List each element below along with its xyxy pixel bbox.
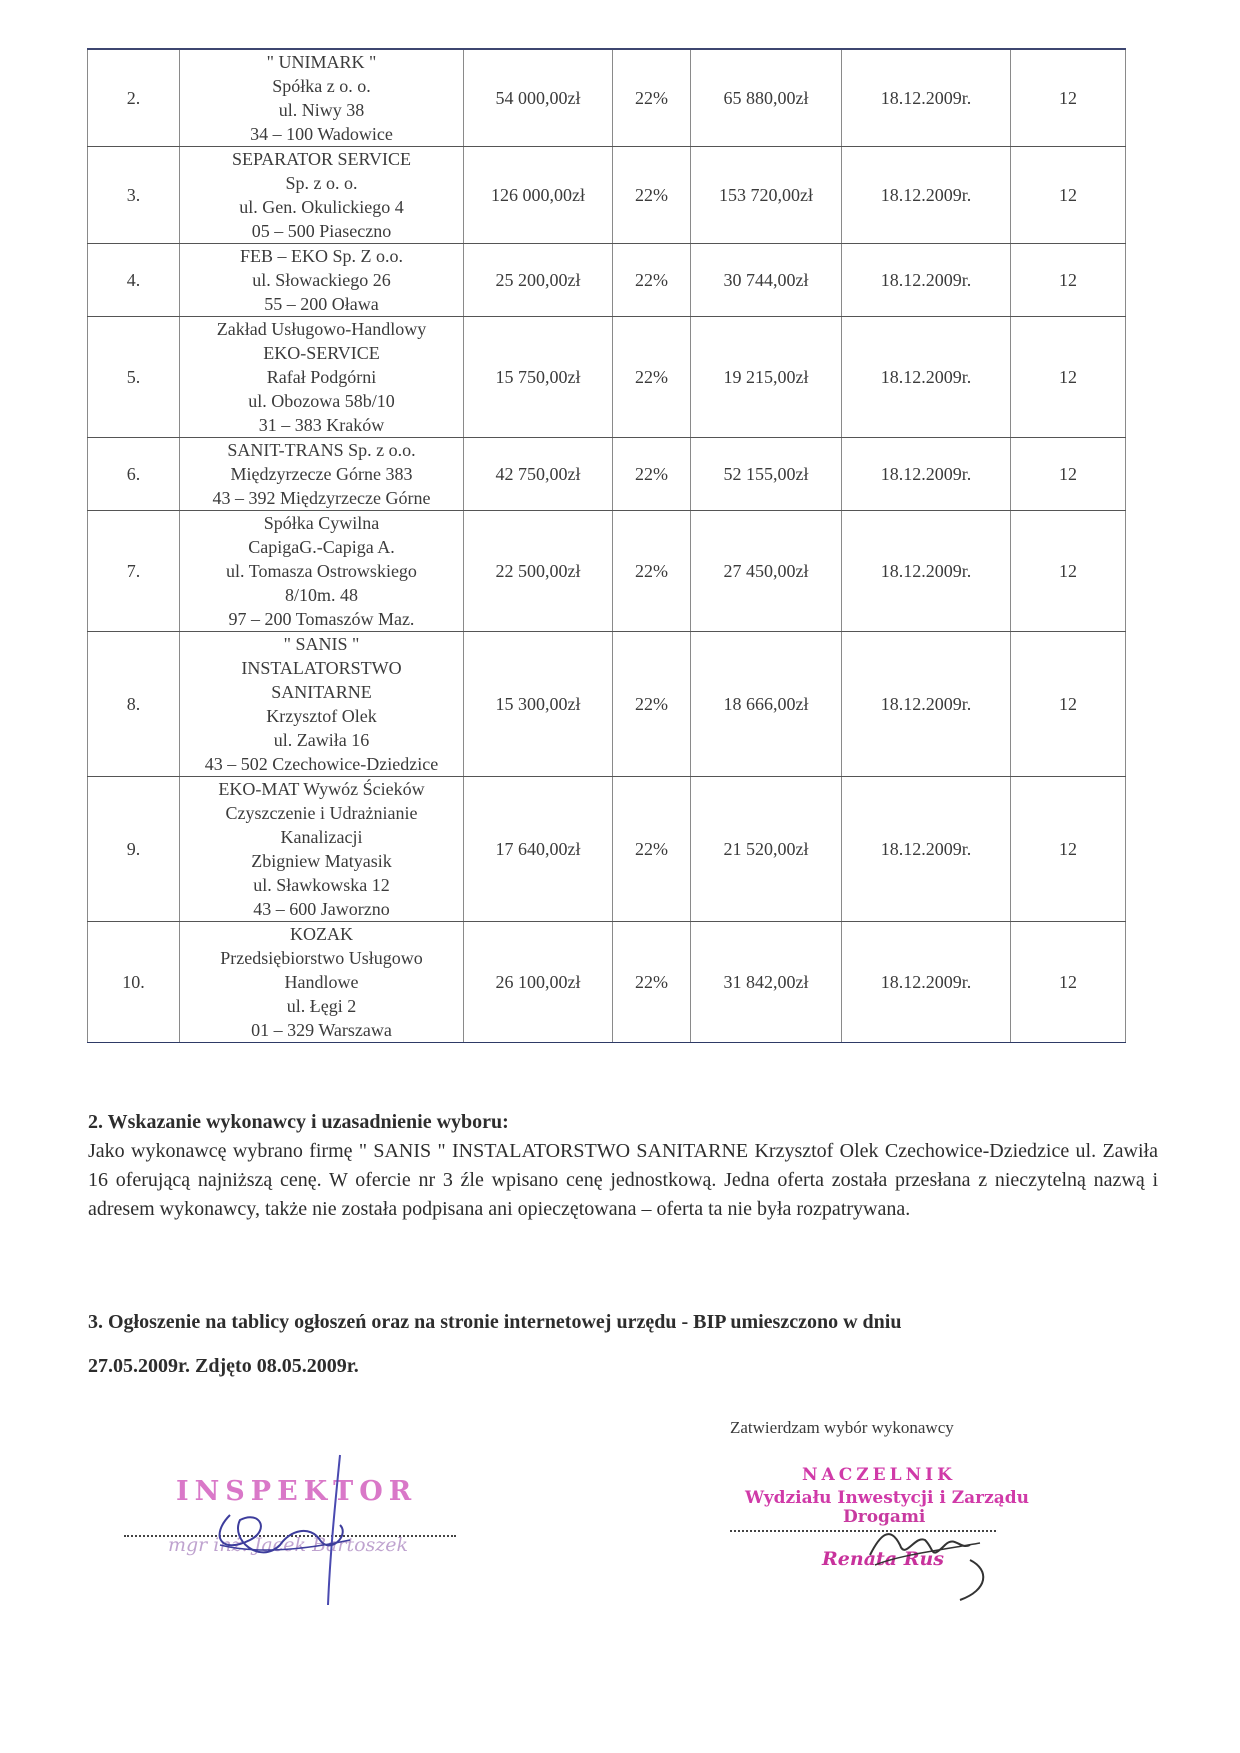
contractor-line: 43 – 502 Czechowice-Dziedzice — [204, 754, 439, 774]
inspector-name-stamp: mgr inż. Jacek Bartoszek — [168, 1534, 409, 1556]
cell-gross-price: 31 842,00zł — [691, 922, 842, 1043]
table-row — [88, 147, 1126, 244]
cell-vat: 22% — [613, 244, 691, 317]
contractor-line: 97 – 200 Tomaszów Maz. — [228, 609, 415, 629]
section-3-line-1: 3. Ogłoszenie na tablicy ogłoszeń oraz na stronie internetowej urzędu - BIP umieszczono w dniu — [88, 1311, 902, 1333]
contractor-line: FEB – EKO Sp. Z o.o. — [239, 246, 403, 266]
cell-lp: 3. — [88, 147, 180, 244]
cell-date: 18.12.2009r. — [842, 49, 1011, 147]
contractor-line: Handlowe — [284, 972, 359, 992]
cell-vat: 22% — [613, 438, 691, 511]
cell-date: 18.12.2009r. — [842, 438, 1011, 511]
cell-months: 12 — [1011, 632, 1126, 777]
cell-date: 18.12.2009r. — [842, 777, 1011, 922]
cell-contractor — [180, 317, 464, 438]
cell-lp: 8. — [88, 632, 180, 777]
contractor-line: 01 – 329 Warszawa — [251, 1020, 392, 1040]
contractor-line: ul. Słowackiego 26 — [252, 270, 391, 290]
cell-net-price: 15 750,00zł — [464, 317, 613, 438]
cell-date: 18.12.2009r. — [842, 511, 1011, 632]
table-row — [88, 777, 1126, 922]
contractor-line: ul. Obozowa 58b/10 — [248, 391, 395, 411]
cell-date: 18.12.2009r. — [842, 317, 1011, 438]
contractor-line: KOZAK — [290, 924, 353, 944]
cell-date: 18.12.2009r. — [842, 922, 1011, 1043]
cell-gross-price: 27 450,00zł — [691, 511, 842, 632]
cell-contractor — [180, 632, 464, 777]
contractor-line: Przedsiębiorstwo Usługowo — [220, 948, 423, 968]
cell-gross-price: 153 720,00zł — [691, 147, 842, 244]
contractor-line: ul. Łęgi 2 — [286, 996, 357, 1016]
section-3-line-2: 27.05.2009r. Zdjęto 08.05.2009r. — [88, 1355, 359, 1377]
cell-gross-price: 52 155,00zł — [691, 438, 842, 511]
section-3 — [88, 1300, 1158, 1388]
table-row — [88, 49, 1126, 147]
cell-vat: 22% — [613, 922, 691, 1043]
cell-months: 12 — [1011, 244, 1126, 317]
section-2-heading: 2. Wskazanie wykonawcy i uzasadnienie wyboru: — [88, 1111, 509, 1133]
cell-gross-price: 21 520,00zł — [691, 777, 842, 922]
offers-table — [87, 48, 1126, 1043]
contractor-line: SANITARNE — [271, 682, 372, 702]
contractor-line: ul. Gen. Okulickiego 4 — [239, 197, 404, 217]
cell-months: 12 — [1011, 777, 1126, 922]
cell-lp: 4. — [88, 244, 180, 317]
contractor-line: Kanalizacji — [280, 827, 363, 847]
contractor-line: " SANIS " — [283, 634, 360, 654]
contractor-line: EKO-SERVICE — [263, 343, 380, 363]
cell-vat: 22% — [613, 49, 691, 147]
head-dept2-stamp: Drogami — [843, 1507, 926, 1527]
contractor-line: ul. Sławkowska 12 — [253, 875, 390, 895]
contractor-line: Sp. z o. o. — [285, 173, 358, 193]
cell-lp: 10. — [88, 922, 180, 1043]
cell-gross-price: 65 880,00zł — [691, 49, 842, 147]
table-row — [88, 438, 1126, 511]
cell-contractor — [180, 438, 464, 511]
cell-lp: 2. — [88, 49, 180, 147]
contractor-line: SEPARATOR SERVICE — [231, 149, 412, 169]
cell-vat: 22% — [613, 147, 691, 244]
table-row — [88, 922, 1126, 1043]
cell-net-price: 15 300,00zł — [464, 632, 613, 777]
inspector-stamp: INSPEKTOR — [176, 1476, 418, 1507]
contractor-line: Zakład Usługowo-Handlowy — [216, 319, 427, 339]
cell-net-price: 126 000,00zł — [464, 147, 613, 244]
contractor-line: Czyszczenie i Udrażnianie — [225, 803, 418, 823]
contractor-line: Spółka Cywilna — [263, 513, 380, 533]
contractor-line: ul. Niwy 38 — [278, 100, 365, 120]
cell-date: 18.12.2009r. — [842, 244, 1011, 317]
cell-vat: 22% — [613, 317, 691, 438]
contractor-line: 55 – 200 Oława — [264, 294, 379, 314]
cell-months: 12 — [1011, 317, 1126, 438]
cell-contractor — [180, 511, 464, 632]
contractor-line: " UNIMARK " — [266, 52, 377, 72]
contractor-line: EKO-MAT Wywóz Ścieków — [218, 779, 425, 799]
head-signature — [860, 1495, 1000, 1605]
table-row — [88, 244, 1126, 317]
cell-net-price: 17 640,00zł — [464, 777, 613, 922]
contractor-line: 34 – 100 Wadowice — [250, 124, 393, 144]
contractor-line: Rafał Podgórni — [266, 367, 377, 387]
cell-vat: 22% — [613, 511, 691, 632]
contractor-line: 43 – 600 Jaworzno — [253, 899, 390, 919]
cell-months: 12 — [1011, 511, 1126, 632]
contractor-line: Zbigniew Matyasik — [251, 851, 392, 871]
contractor-line: ul. Zawiła 16 — [273, 730, 370, 750]
contractor-line: Międzyrzecze Górne 383 — [230, 464, 413, 484]
cell-contractor — [180, 244, 464, 317]
inspector-signature — [190, 1445, 380, 1615]
cell-months: 12 — [1011, 147, 1126, 244]
head-title-stamp: NACZELNIK — [802, 1465, 956, 1485]
cell-gross-price: 19 215,00zł — [691, 317, 842, 438]
contractor-line: 05 – 500 Piaseczno — [251, 221, 392, 241]
contractor-line: 8/10m. 48 — [284, 585, 358, 605]
contractor-line: SANIT-TRANS Sp. z o.o. — [227, 440, 416, 460]
contractor-line: Krzysztof Olek — [266, 706, 377, 726]
contractor-line: ul. Tomasza Ostrowskiego — [226, 561, 417, 581]
cell-months: 12 — [1011, 438, 1126, 511]
cell-net-price: 26 100,00zł — [464, 922, 613, 1043]
cell-net-price: 42 750,00zł — [464, 438, 613, 511]
section-2-body: Jako wykonawcę wybrano firmę " SANIS " INSTALATORSTWO SANITARNE Krzysztof Olek Czechowice-Dziedzice ul. Zawiła 16 oferującą najniższą cenę. W ofercie nr 3 źle wpisano cenę jednostkową. Jedna oferta została przesłana z nieczytelną nazwą i adresem wykonawcy, także nie została podpisana ani opieczętowana – oferta ta nie była rozpatrywana. — [88, 1140, 1158, 1220]
contractor-line: CapigaG.-Capiga A. — [248, 537, 395, 557]
cell-date: 18.12.2009r. — [842, 147, 1011, 244]
table-row — [88, 632, 1126, 777]
cell-lp: 9. — [88, 777, 180, 922]
head-dept-stamp: Wydziału Inwestycji i Zarządu — [745, 1488, 1030, 1508]
cell-date: 18.12.2009r. — [842, 632, 1011, 777]
cell-net-price: 54 000,00zł — [464, 49, 613, 147]
cell-contractor — [180, 147, 464, 244]
cell-gross-price: 30 744,00zł — [691, 244, 842, 317]
table-row — [88, 317, 1126, 438]
contractor-line: INSTALATORSTWO — [241, 658, 402, 678]
cell-contractor — [180, 49, 464, 147]
cell-lp: 7. — [88, 511, 180, 632]
section-2 — [88, 1108, 1158, 1224]
cell-months: 12 — [1011, 922, 1126, 1043]
cell-net-price: 22 500,00zł — [464, 511, 613, 632]
cell-contractor — [180, 777, 464, 922]
table-row — [88, 511, 1126, 632]
cell-net-price: 25 200,00zł — [464, 244, 613, 317]
cell-vat: 22% — [613, 777, 691, 922]
contractor-line: 31 – 383 Kraków — [258, 415, 385, 435]
cell-vat: 22% — [613, 632, 691, 777]
cell-contractor — [180, 922, 464, 1043]
contractor-line: 43 – 392 Międzyrzecze Górne — [212, 488, 431, 508]
head-name-stamp: Renata Rus — [822, 1548, 945, 1570]
cell-lp: 6. — [88, 438, 180, 511]
cell-months: 12 — [1011, 49, 1126, 147]
approval-text: Zatwierdzam wybór wykonawcy — [730, 1418, 954, 1437]
cell-gross-price: 18 666,00zł — [691, 632, 842, 777]
cell-lp: 5. — [88, 317, 180, 438]
contractor-line: Spółka z o. o. — [272, 76, 371, 96]
